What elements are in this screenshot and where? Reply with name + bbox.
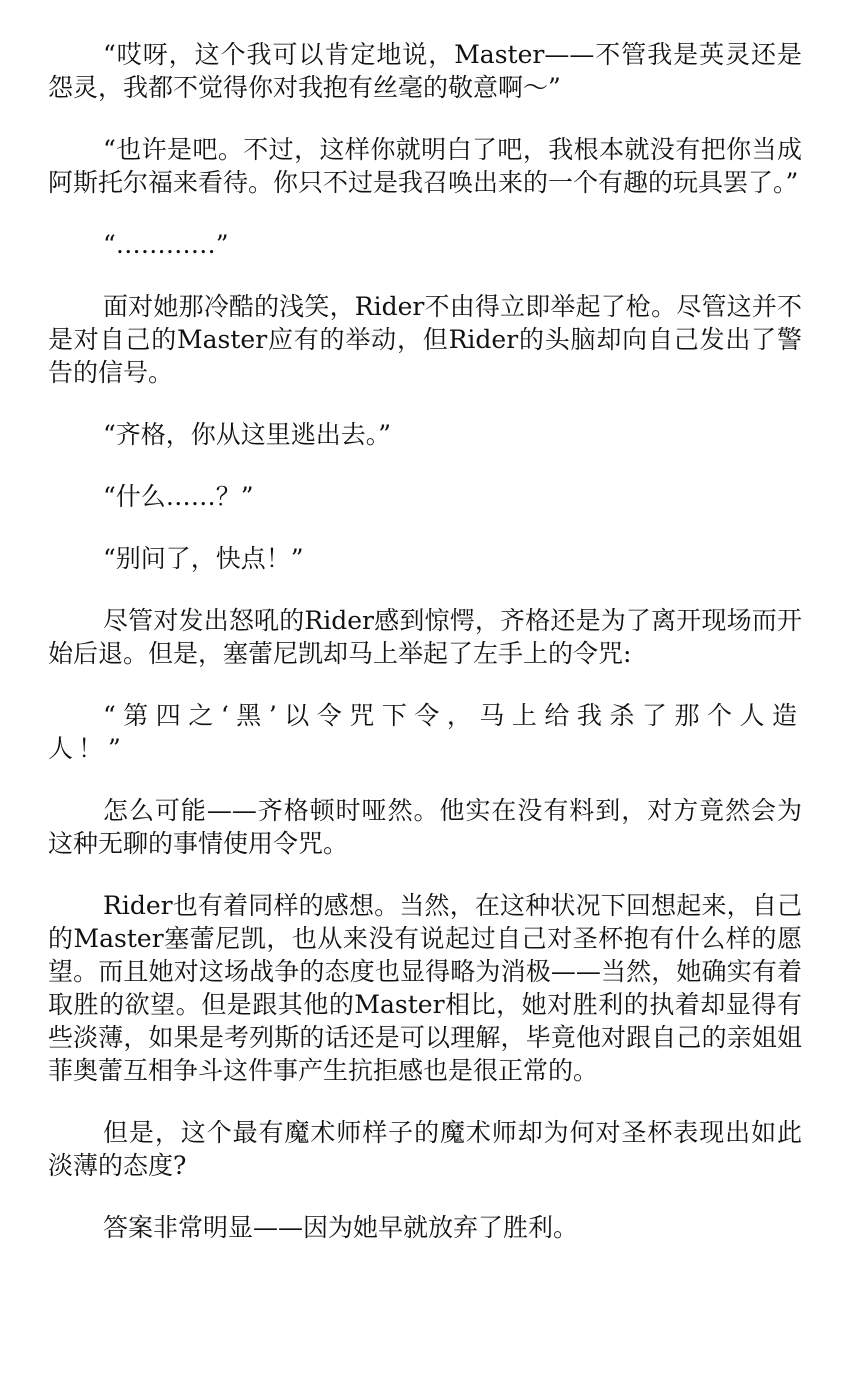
- paragraph-13: 答案非常明显——因为她早就放弃了胜利。: [103, 1213, 579, 1242]
- paragraph-12: 但是，这个最有魔术师样子的魔术师却为何对圣杯表现出如此淡薄的态度?: [48, 1118, 802, 1180]
- paragraph-3: “…………”: [103, 230, 229, 259]
- paragraph-2: “也许是吧。不过，这样你就明白了吧，我根本就没有把你当成阿斯托尔福来看待。你只不过是我召唤出来的一个有趣的玩具罢了。”: [48, 135, 802, 197]
- paragraph-9: “第四之‘黑’以令咒下令，马上给我杀了那个人造人！”: [48, 701, 802, 763]
- paragraph-11: Rider也有着同样的感想。当然，在这种状况下回想起来，自己的Master塞蕾尼凯，也从来没有说起过自己对圣杯抱有什么样的愿望。而且她对这场战争的态度也显得略为消极——当然，她确实有着取胜的欲望。但是跟其他的Master相比，她对胜利的执着却显得有些淡薄，如果是考列斯的话还是可以理解，毕竟他对跟自己的亲姐姐菲奥蕾互相争斗这件事产生抗拒感也是很正常的。: [48, 891, 802, 1085]
- paragraph-1: “哎呀，这个我可以肯定地说，Master——不管我是英灵还是怨灵，我都不觉得你对我抱有丝毫的敬意啊～”: [48, 40, 802, 102]
- paragraph-6: “什么……？”: [103, 482, 254, 511]
- paragraph-10: 怎么可能——齐格顿时哑然。他实在没有料到，对方竟然会为这种无聊的事情使用令咒。: [48, 796, 802, 858]
- paragraph-4: 面对她那冷酷的浅笑，Rider不由得立即举起了枪。尽管这并不是对自己的Master应有的举动，但Rider的头脑却向自己发出了警告的信号。: [48, 292, 802, 387]
- paragraph-5: “齐格，你从这里逃出去。”: [103, 420, 392, 449]
- paragraph-8: 尽管对发出怒吼的Rider感到惊愕，齐格还是为了离开现场而开始后退。但是，塞蕾尼凯却马上举起了左手上的令咒:: [48, 606, 802, 668]
- document-page: [48, 38, 802, 1273]
- paragraph-7: “别问了，快点！”: [103, 544, 304, 573]
